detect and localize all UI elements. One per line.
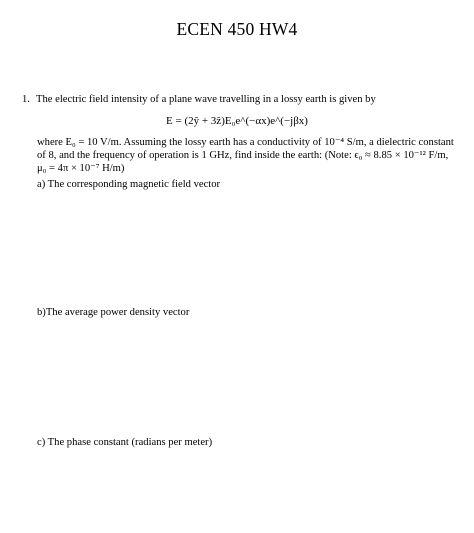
part-b-label: b)The average power density vector [37,307,190,318]
problem-given-paragraph [37,137,465,175]
part-a-label: a) The corresponding magnetic field vector [37,179,221,190]
part-c-label: c) The phase constant (radians per meter) [37,437,213,448]
given-line-2: of 8, and the frequency of operation is 1 GHz, find inside the earth: (Note: ϵ₀ ≈ 8.85 × 10⁻¹² F/m, [37,149,449,161]
problem-statement: The electric field intensity of a plane wave travelling in a lossy earth is given by [36,94,376,105]
page-title: ECEN 450 HW4 [176,19,298,39]
given-line-3: μ₀ = 4π × 10⁻⁷ H/m) [37,162,125,174]
field-equation: E = (2ŷ + 3ẑ)E₀e^(−αx)e^(−jβx) [166,115,308,127]
given-line-1: where E₀ = 10 V/m. Assuming the lossy earth has a conductivity of 10⁻⁴ S/m, a dielectric constant [37,137,454,148]
problem-number: 1. [22,94,30,105]
